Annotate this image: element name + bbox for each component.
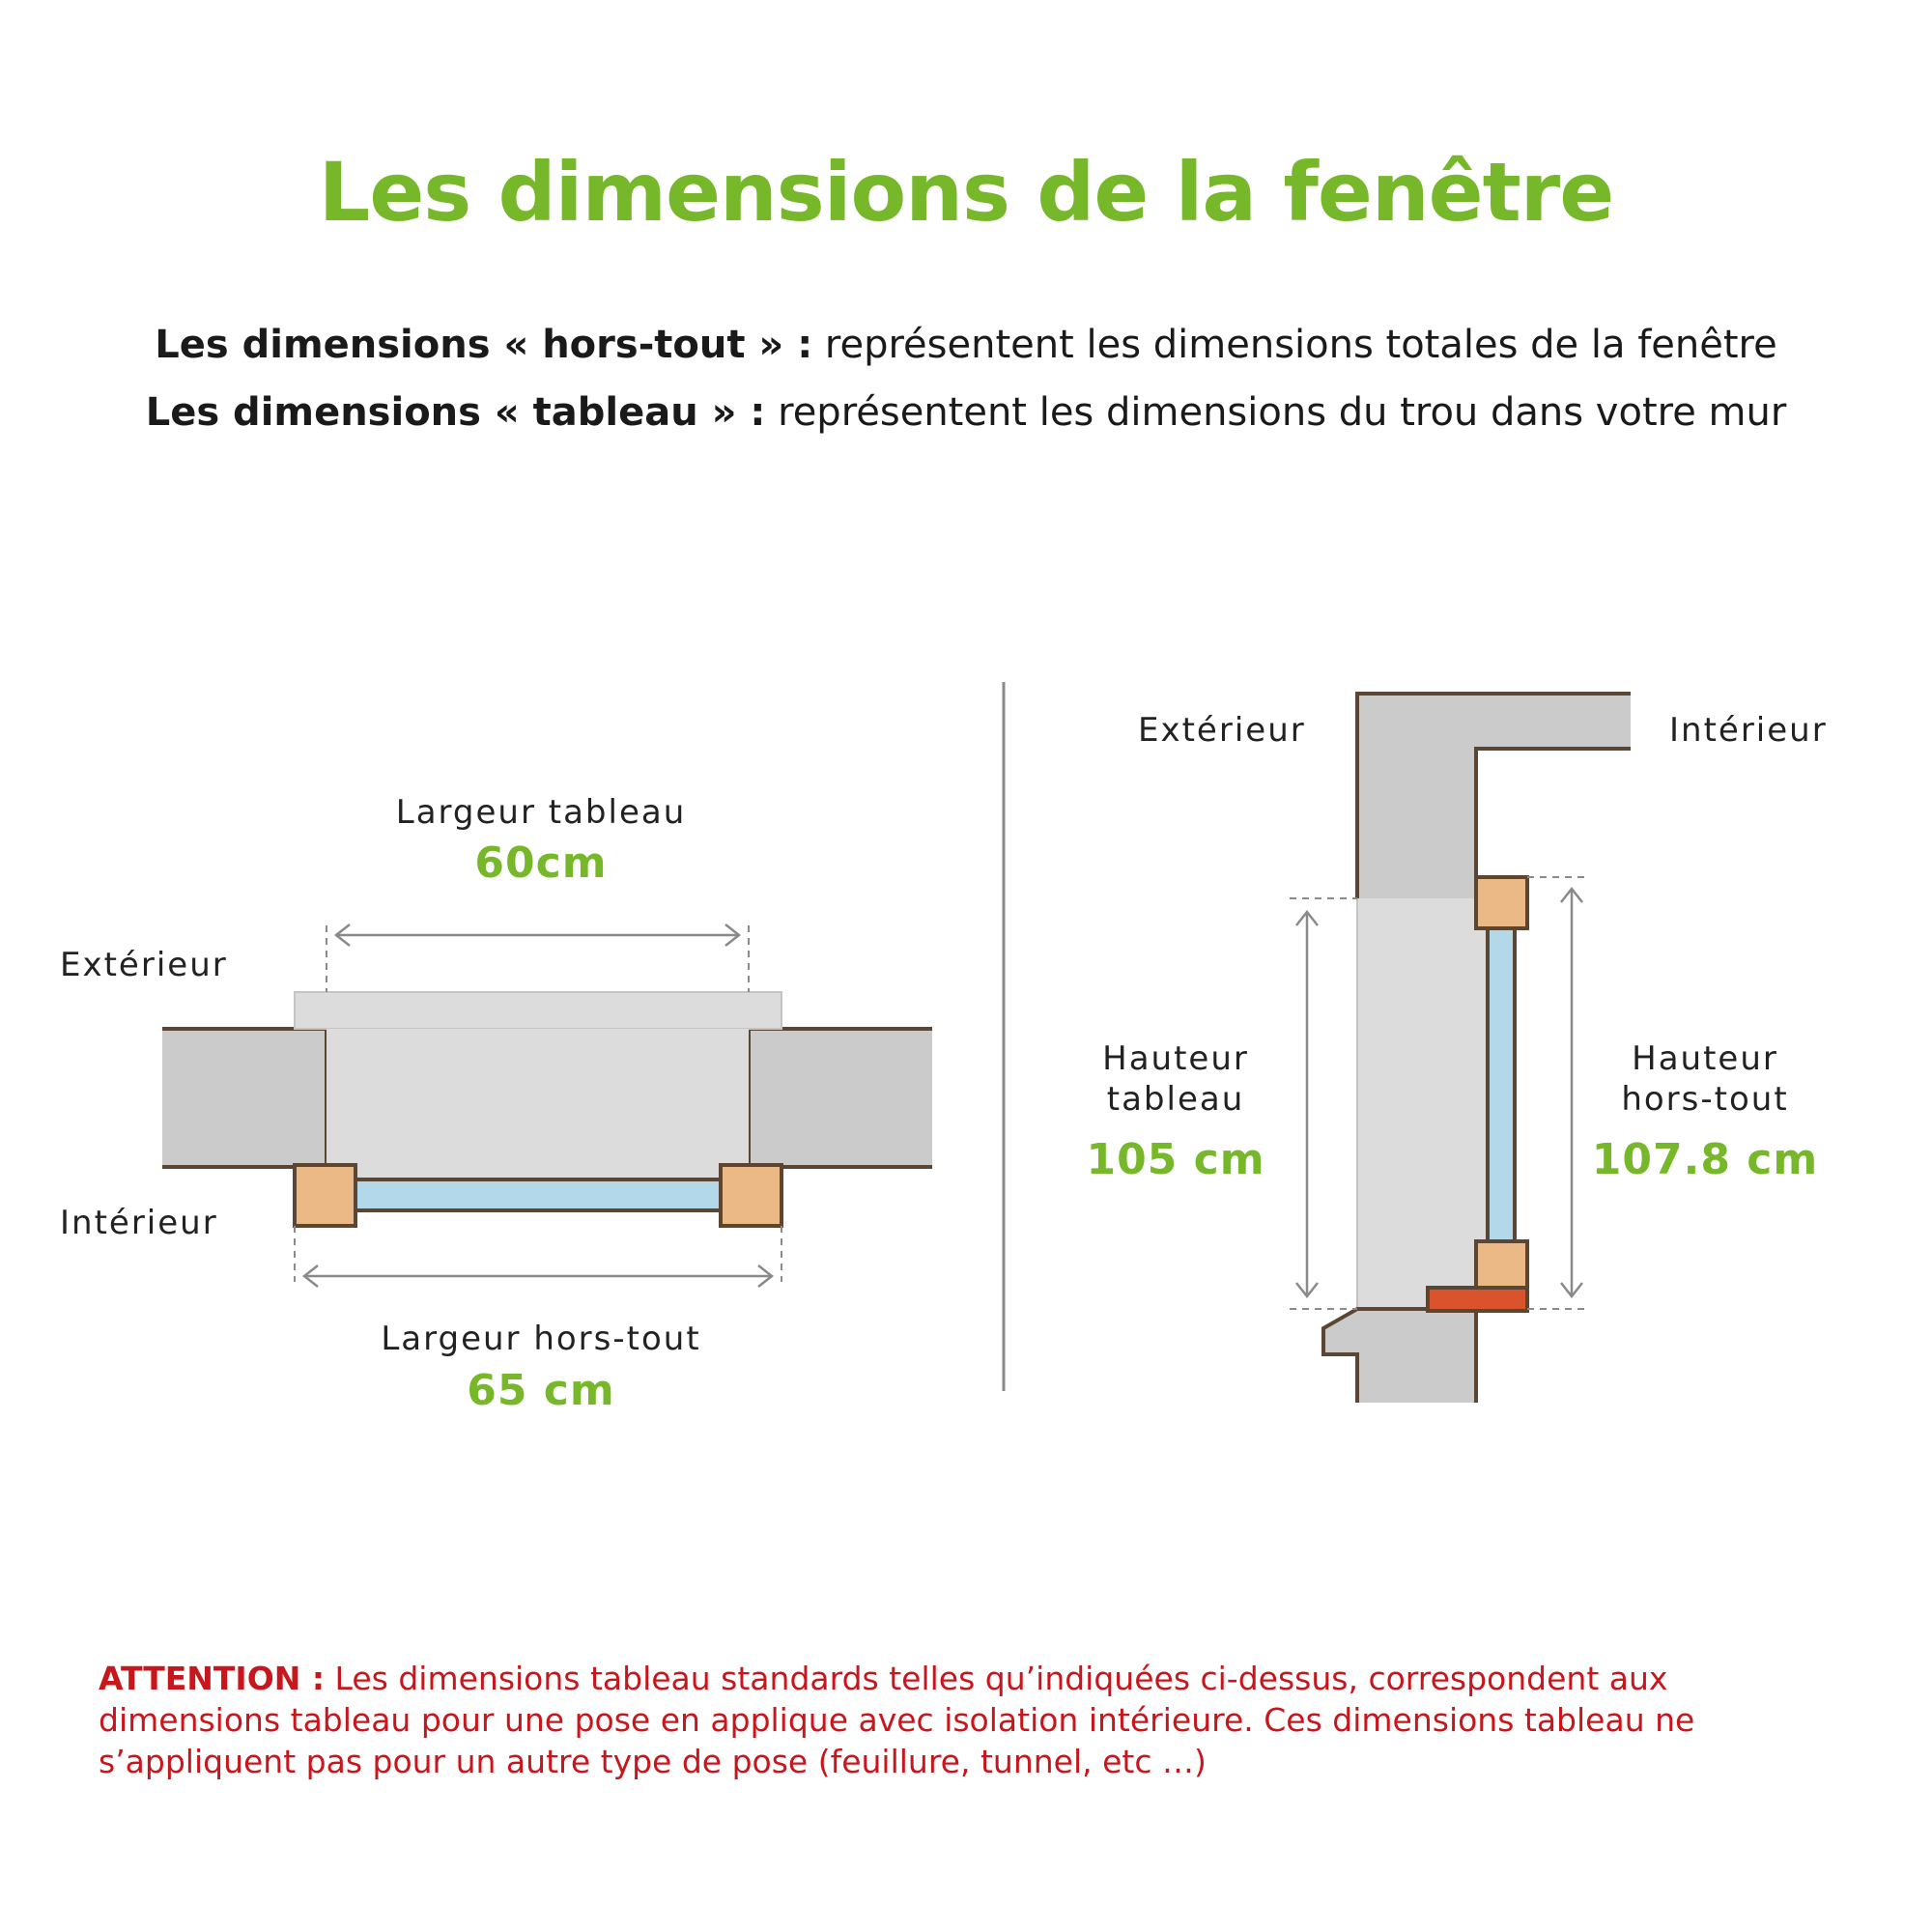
left-frame — [295, 1165, 355, 1226]
sill-support — [1428, 1288, 1527, 1311]
lintel — [1357, 694, 1631, 898]
left-wall — [162, 1029, 327, 1167]
largeur-hors-tout-label: Largeur hors-tout — [381, 1320, 701, 1358]
largeur-hors-tout-value: 65 cm — [467, 1366, 615, 1415]
section-view — [1290, 694, 1631, 1403]
definition-hors-tout-term: Les dimensions « hors-tout » : — [155, 323, 813, 367]
hauteur-tableau-label-line1: Hauteur — [1102, 1039, 1249, 1078]
arrow-hauteur-tableau — [1296, 912, 1318, 1296]
plan-interior-label: Intérieur — [60, 1204, 218, 1242]
hauteur-tableau-label — [1055, 1038, 1296, 1120]
section-interior-label: Intérieur — [1669, 711, 1828, 750]
top-frame — [1476, 877, 1527, 928]
opening-outer — [295, 992, 781, 1029]
glass-pane-section — [1488, 927, 1515, 1242]
plan-view — [162, 924, 932, 1287]
bottom-frame — [1476, 1241, 1527, 1288]
hauteur-tableau-value: 105 cm — [1086, 1135, 1265, 1184]
attention-note — [99, 1658, 1837, 1782]
section-exterior-label: Extérieur — [1138, 711, 1306, 750]
hauteur-tableau-label-line2: tableau — [1106, 1080, 1245, 1119]
definition-hors-tout-text: représentent les dimensions totales de la fenêtre — [812, 323, 1777, 367]
plan-exterior-label: Extérieur — [60, 946, 228, 984]
hauteur-hors-tout-value: 107.8 cm — [1591, 1135, 1819, 1184]
definition-tableau-term: Les dimensions « tableau » : — [145, 390, 766, 435]
right-frame — [721, 1165, 781, 1226]
arrow-largeur-tableau — [336, 924, 739, 946]
attention-prefix: ATTENTION : — [99, 1660, 326, 1697]
arrow-largeur-hors-tout — [304, 1265, 772, 1287]
definition-tableau-text: représentent les dimensions du trou dans votre mur — [765, 390, 1787, 435]
arrow-hauteur-hors-tout — [1561, 889, 1582, 1296]
opening-inner — [327, 1029, 749, 1179]
hauteur-hors-tout-label — [1584, 1038, 1826, 1120]
opening-section — [1357, 898, 1486, 1309]
hauteur-hors-tout-label-line2: hors-tout — [1621, 1080, 1789, 1119]
largeur-tableau-value: 60cm — [474, 838, 608, 888]
right-wall — [749, 1029, 932, 1167]
attention-text: Les dimensions tableau standards telles qu’indiquées ci-dessus, correspondent aux dimensions tableau pour une pose en applique avec isolation intérieure. Ces dimensions tableau ne s’appliquent pas pour un autre type de pose (feuillure, tunnel, etc …) — [99, 1660, 1695, 1780]
glass-pane — [355, 1179, 721, 1210]
page-title: Les dimensions de la fenêtre — [318, 145, 1614, 240]
largeur-tableau-label: Largeur tableau — [395, 793, 687, 832]
hauteur-hors-tout-label-line1: Hauteur — [1632, 1039, 1778, 1078]
